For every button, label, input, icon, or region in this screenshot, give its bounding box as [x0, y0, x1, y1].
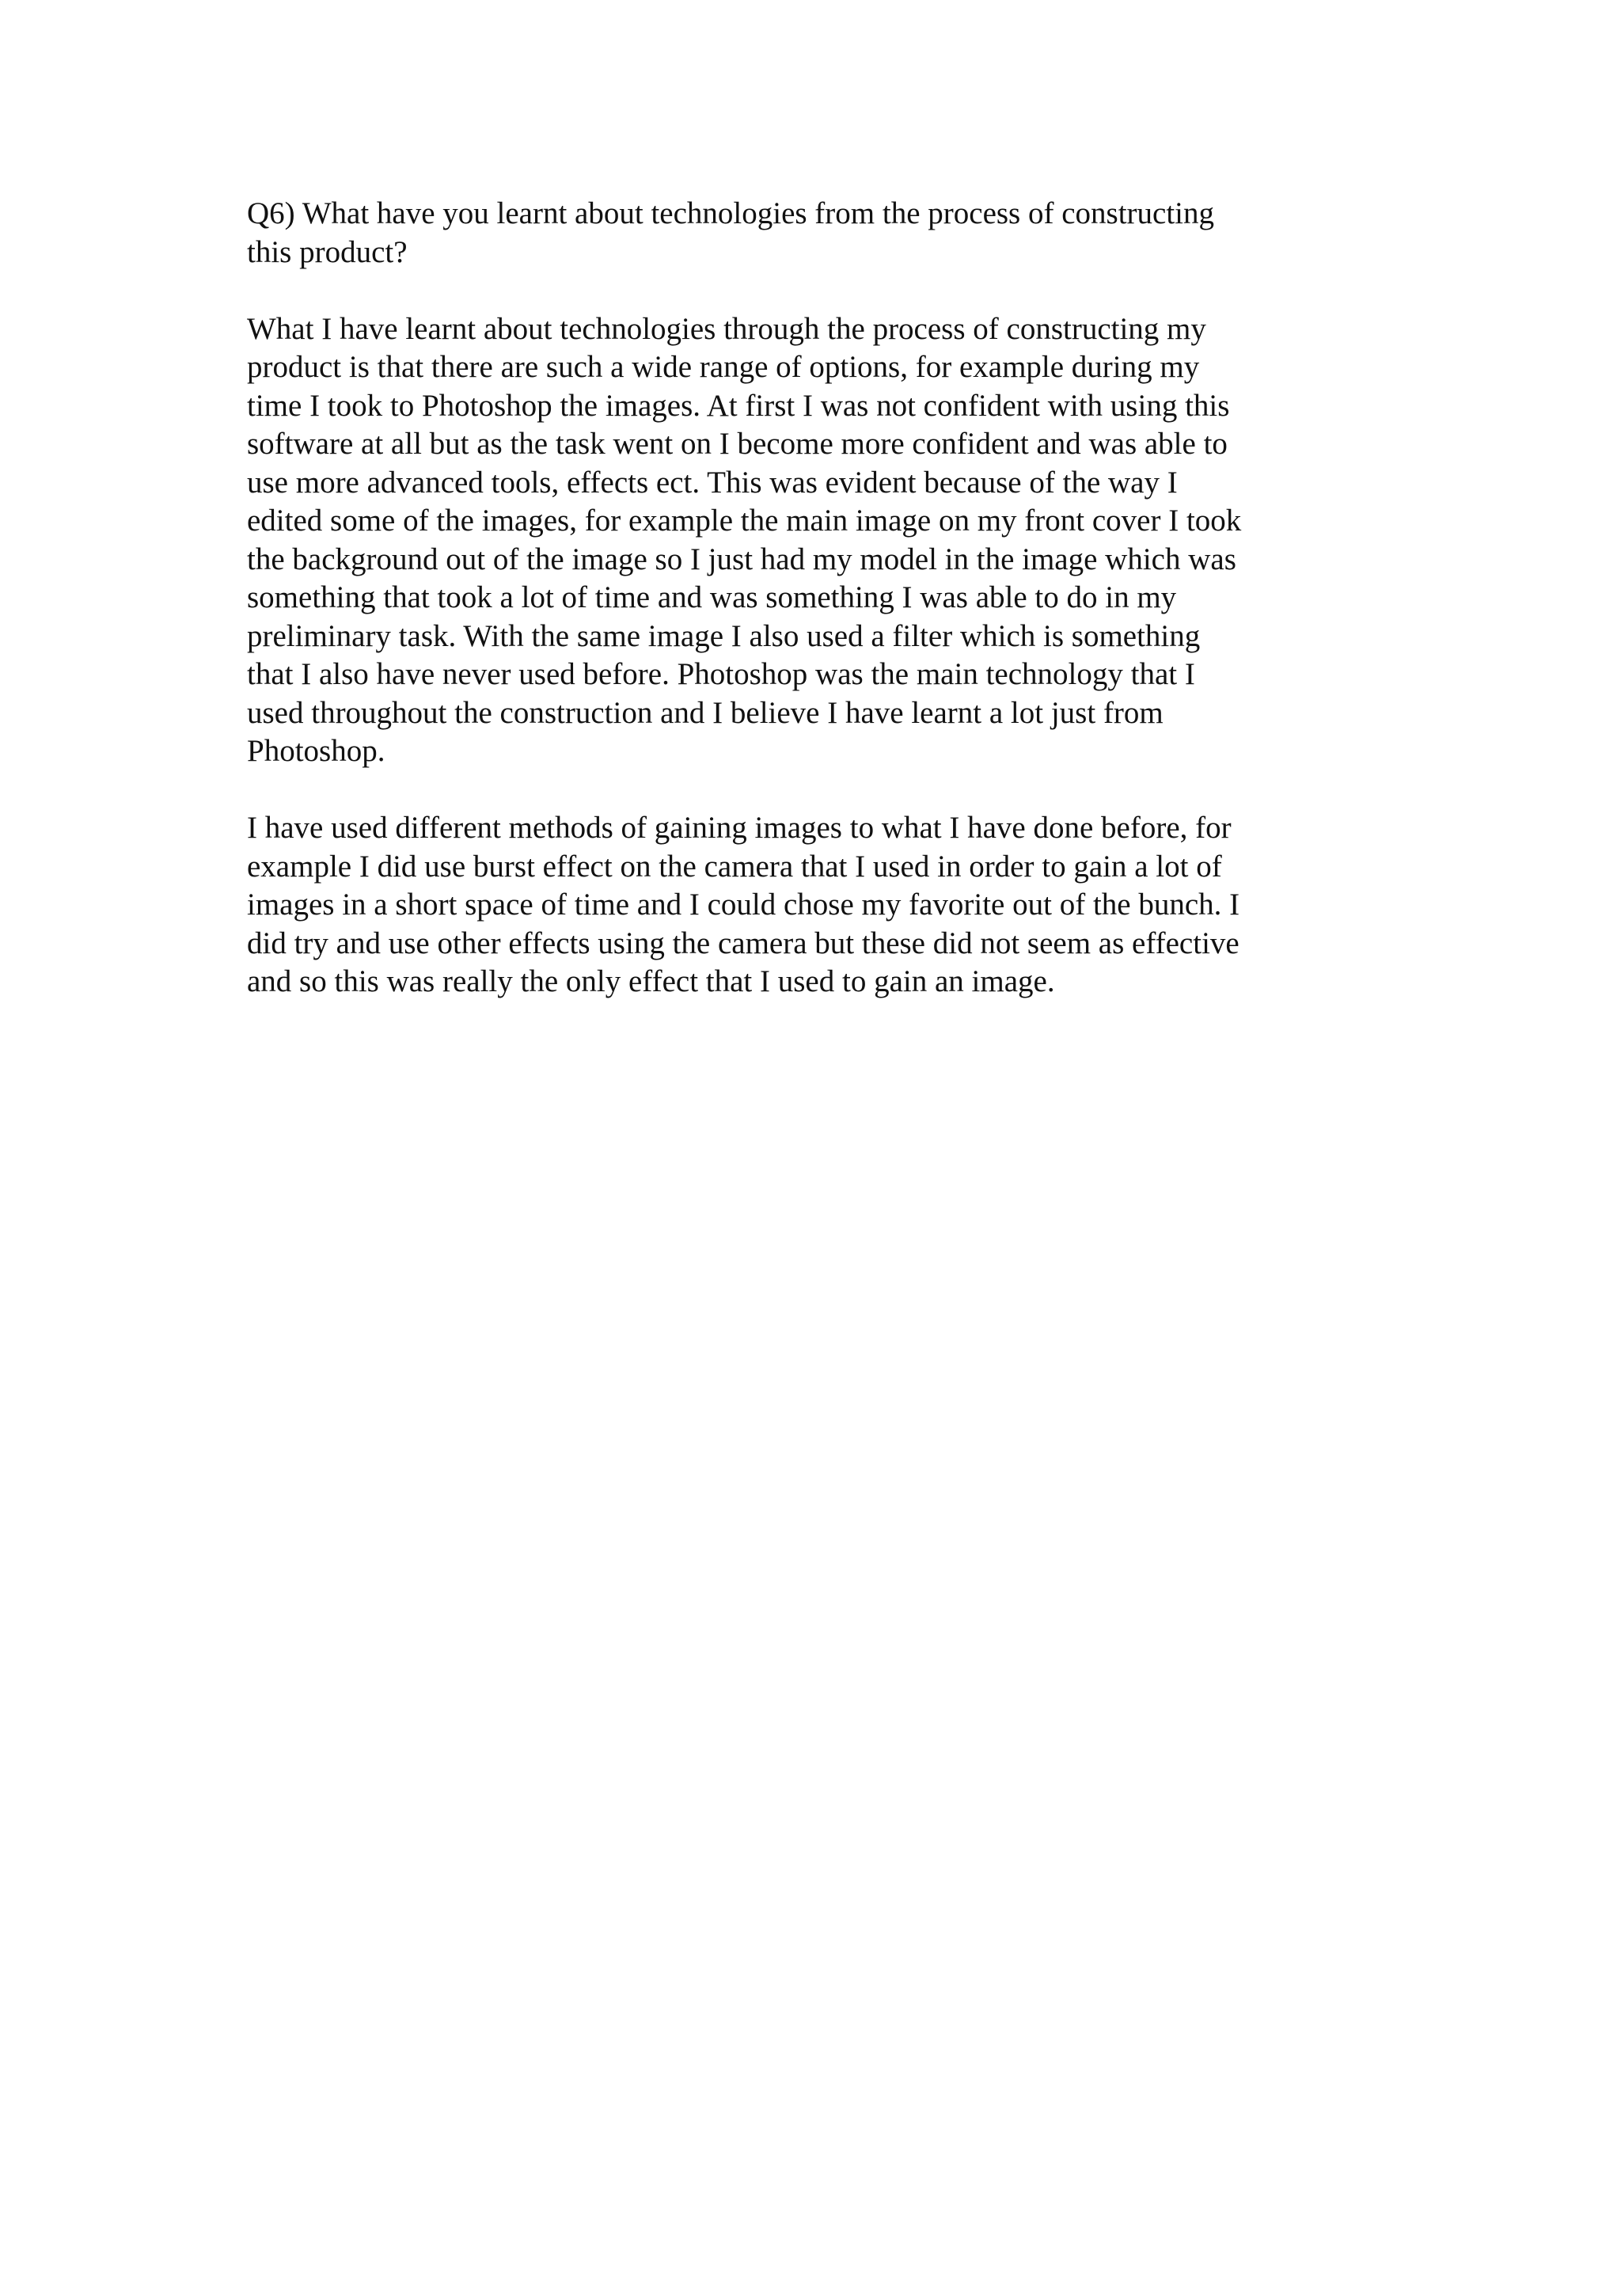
document-body: [247, 195, 1395, 1002]
paragraph-line: that I also have never used before. Photoshop was the main technology that I: [247, 657, 1195, 691]
paragraph-gap: [247, 272, 1395, 310]
question-line: this product?: [247, 234, 408, 269]
question-line: Q6) What have you learnt about technologies from the process of constructing: [247, 196, 1215, 230]
paragraph-line: time I took to Photoshop the images. At first I was not confident with using this: [247, 388, 1230, 423]
paragraph-line: preliminary task. With the same image I also used a filter which is something: [247, 618, 1201, 653]
paragraph-gap: [247, 771, 1395, 810]
paragraph-line: the background out of the image so I just had my model in the image which was: [247, 542, 1236, 576]
paragraph-line: Photoshop.: [247, 734, 385, 768]
paragraph-line: images in a short space of time and I could chose my favorite out of the bunch. I: [247, 888, 1240, 922]
paragraph-line: example I did use burst effect on the camera that I used in order to gain a lot of: [247, 849, 1222, 884]
paragraph-line: use more advanced tools, effects ect. This was evident because of the way I: [247, 465, 1178, 500]
paragraph-line: something that took a lot of time and was something I was able to do in my: [247, 580, 1177, 614]
paragraph-line: software at all but as the task went on I become more confident and was able to: [247, 427, 1228, 461]
paragraph-line: product is that there are such a wide range of options, for example during my: [247, 350, 1200, 384]
answer-paragraph-2: [247, 809, 1395, 1002]
answer-paragraph-1: [247, 310, 1395, 771]
question-heading: [247, 195, 1395, 272]
paragraph-line: used throughout the construction and I believe I have learnt a lot just from: [247, 695, 1164, 730]
paragraph-line: did try and use other effects using the camera but these did not seem as effective: [247, 926, 1239, 960]
paragraph-line: and so this was really the only effect that I used to gain an image.: [247, 964, 1055, 998]
paragraph-line: What I have learnt about technologies through the process of constructing my: [247, 311, 1206, 346]
paragraph-line: I have used different methods of gaining images to what I have done before, for: [247, 811, 1232, 845]
paragraph-line: edited some of the images, for example the main image on my front cover I took: [247, 504, 1242, 538]
